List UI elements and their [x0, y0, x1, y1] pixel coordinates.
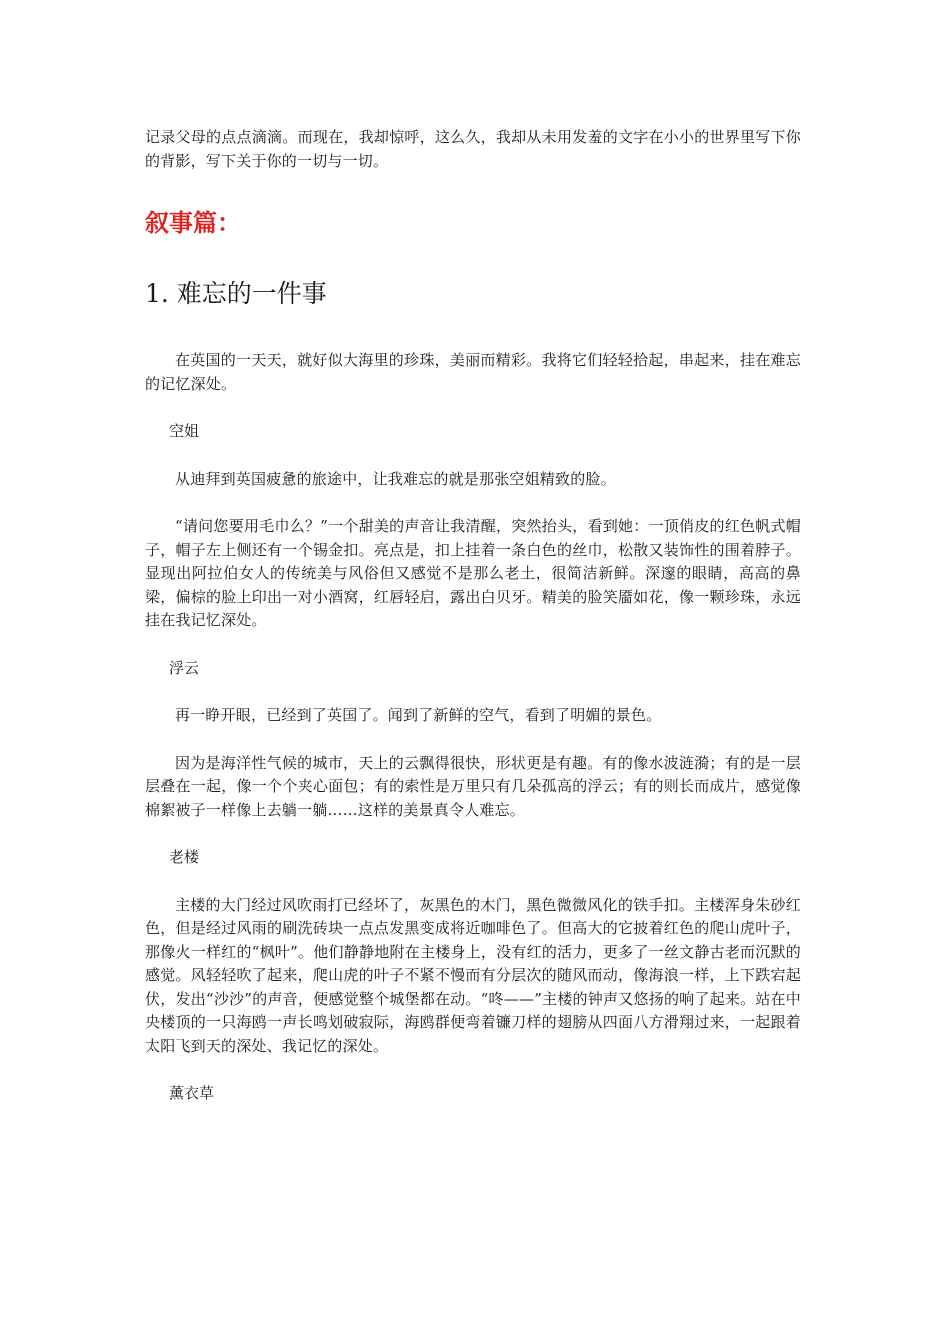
part-heading-laolou: 老楼 [169, 848, 200, 866]
chapter-intro: 在英国的一天天，就好似大海里的珍珠，美丽而精彩。我将它们轻轻拾起，串起来，挂在难忘的记忆深处。 [145, 351, 801, 393]
part-paragraph: “请问您要用毛巾么？”一个甜美的声音让我清醒，突然抬头，看到她：一顶俏皮的红色帆式帽子，帽子左上侧还有一个锡金扣。亮点是，扣上挂着一条白色的丝巾，松散又装饰性的围着脖子。显现出阿拉伯女人的传统美与风俗但又感觉不是那么老土，很简洁新鲜。深邃的眼睛，高高的鼻梁，偏棕的脸上印出一对小酒窝，红唇轻启，露出白贝牙。精美的脸笑靥如花，像一颗珍珠，永远挂在我记忆深处。 [145, 517, 801, 629]
part-heading-xunyicao: 薰衣草 [169, 1084, 215, 1102]
page-content [145, 126, 801, 1106]
part-heading-kongjie: 空姐 [169, 422, 200, 440]
part-paragraph: 主楼的大门经过风吹雨打已经坏了，灰黑色的木门，黑色微微风化的铁手扣。主楼浑身朱砂红色，但是经过风雨的刷洗砖块一点点发黑变成将近咖啡色了。但高大的它披着红色的爬山虎叶子，那像火一样红的“枫叶”。他们静静地附在主楼身上，没有红的活力，更多了一丝文静古老而沉默的感觉。风轻轻吹了起来，爬山虎的叶子不紧不慢而有分层次的随风而动，像海浪一样，上下跌宕起伏，发出“沙沙”的声音，便感觉整个城堡都在动。“咚——”主楼的钟声又悠扬的响了起来。站在中央楼顶的一只海鸥一声长鸣划破寂际，海鸥群便弯着镰刀样的翅膀从四面八方滑翔过来，一起跟着太阳飞到天的深处、我记忆的深处。 [145, 895, 801, 1055]
section-title: 叙事篇： [145, 208, 241, 237]
part-paragraph: 因为是海洋性气候的城市，天上的云飘得很快，形状更是有趣。有的像水波涟漪；有的是一层层叠在一起，像一个个夹心面包；有的索性是万里只有几朵孤高的浮云；有的则长而成片，感觉像棉絮被子一样像上去躺一躺……这样的美景真令人难忘。 [145, 753, 801, 819]
chapter-title: 1. 难忘的一件事 [145, 279, 327, 308]
part-paragraph: 从迪拜到英国疲惫的旅途中，让我难忘的就是那张空姐精致的脸。 [175, 469, 616, 488]
part-heading-fuyun: 浮云 [169, 658, 200, 677]
intro-continuation: 记录父母的点点滴滴。而现在，我却惊呼，这么久，我却从未用发羞的文字在小小的世界里写下你的背影，写下关于你的一切与一切。 [145, 128, 801, 170]
part-paragraph: 再一睁开眼，已经到了英国了。闻到了新鲜的空气，看到了明媚的景色。 [175, 706, 662, 724]
